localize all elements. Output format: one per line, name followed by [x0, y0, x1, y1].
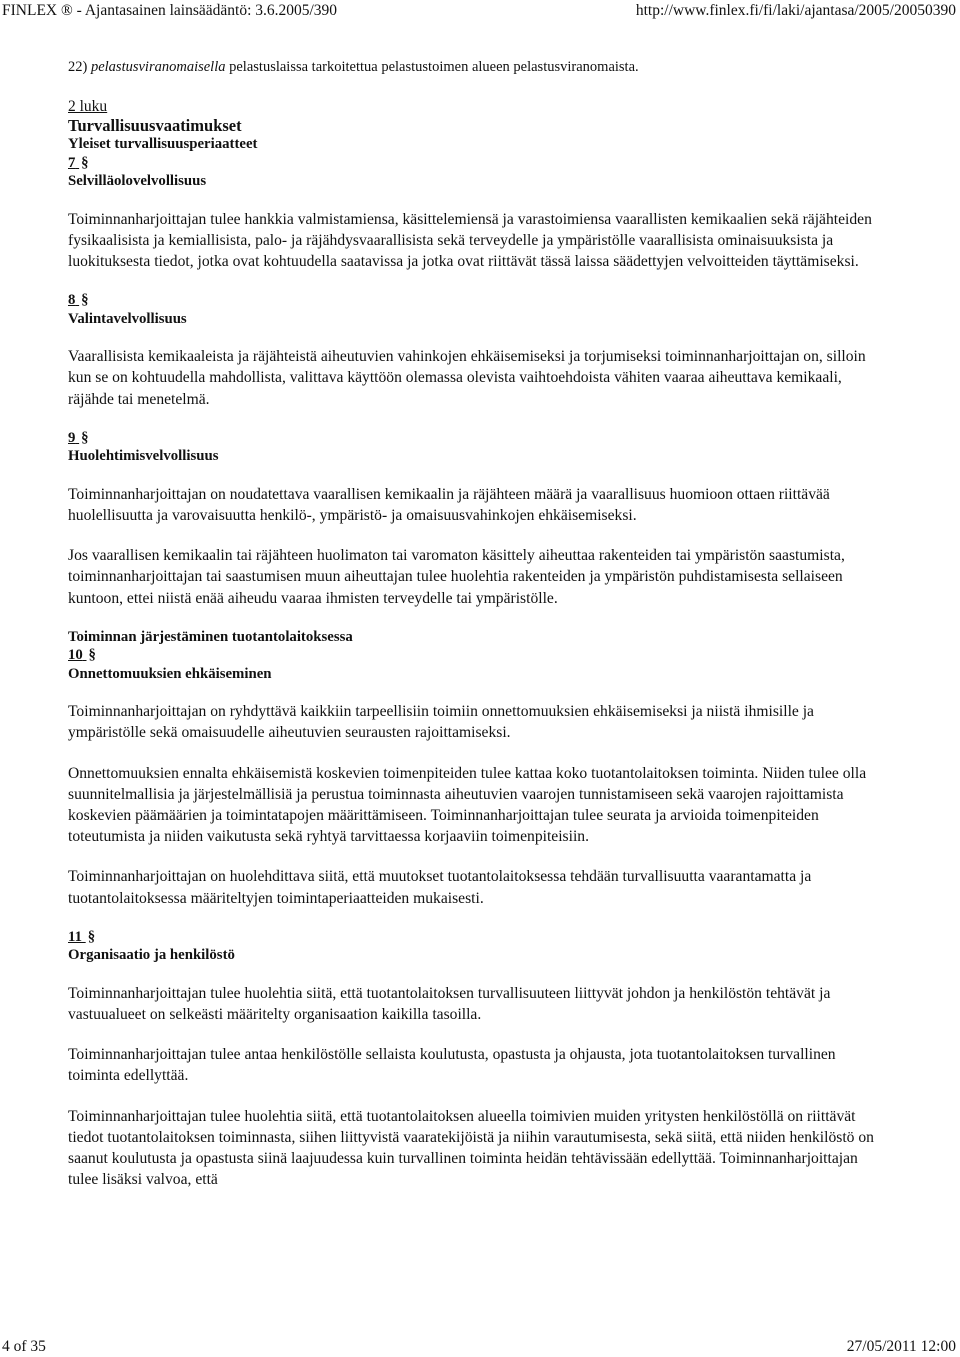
section-number: 8 — [68, 292, 76, 309]
document-body — [68, 58, 888, 1209]
print-footer — [0, 1336, 960, 1356]
section-9-heading — [68, 429, 888, 466]
header-url: http://www.finlex.fi/fi/laki/ajantasa/2005/20050390 — [635, 2, 956, 19]
section-11-paragraph-3: Toiminnanharjoittajan tulee huolehtia siitä, että tuotantolaitoksen alueella toimivien muiden yritysten henkilöstöllä on riittävät tiedot tuotantolaitoksen toiminnasta, siihen liittyvistä vaaratekijöistä ja niihin varautumisesta, sekä siitä, että niiden henkilöstö on saanut koulutusta ja opastusta siinä laajuudessa kuin turvallinen toiminta heidän tehtävissään edellyttää. Toiminnanharjoittajan tulee lisäksi valvoa, että — [68, 1107, 874, 1189]
section-11-title: Organisaatio ja henkilöstö — [68, 947, 235, 964]
section-8-title: Valintavelvollisuus — [68, 310, 187, 327]
section-sign: § — [81, 154, 89, 171]
section-8-link[interactable] — [68, 291, 888, 310]
section-8-paragraph-1: Vaarallisista kemikaaleista ja räjähteistä aiheutuvien vahinkojen ehkäisemiseksi ja torjumiseksi toiminnanharjoittajan on, silloin kun se on kohtuudella mahdollista, valittava käyttöön olemassa olevista vaihtoehdoista vähiten vaaraa aiheuttava kemikaali, räjähde tai menetelmä. — [68, 348, 866, 408]
item-number: 22) — [68, 59, 91, 75]
section-number: 11 — [68, 928, 82, 945]
section-11-paragraph-1: Toiminnanharjoittajan tulee huolehtia siitä, että tuotantolaitoksen turvallisuuteen liittyvät johdon ja henkilöstön tehtävät ja vastuualueet on selkeästi määritelty organisaation kaikilla tasoilla. — [68, 984, 831, 1024]
chapter-number-link[interactable]: 2 luku — [68, 98, 108, 115]
header-page-title: FINLEX ® - Ajantasainen lainsäädäntö: 3.6.2005/390 — [2, 2, 338, 19]
section-11-paragraph-2: Toiminnanharjoittajan tulee antaa henkilöstölle sellaista koulutusta, opastusta ja ohjausta, jota tuotantolaitoksen turvallinen toiminta edellyttää. — [68, 1046, 836, 1085]
section-10-title: Onnettomuuksien ehkäiseminen — [68, 665, 272, 682]
section-sign: § — [81, 429, 89, 446]
section-10-heading — [68, 646, 888, 683]
section-8-heading — [68, 291, 888, 328]
section-number: 7 — [68, 154, 76, 171]
definition-text: pelastuslaissa tarkoitettua pelastustoimen alueen pelastusviranomaista. — [225, 59, 639, 75]
section-9-paragraph-2: Jos vaarallisen kemikaalin tai räjähteen huolimaton tai varomaton käsittely aiheuttaa rakenteiden tai ympäristön saastumista, toiminnanharjoittajan tai saastumisen muun aiheuttajan tulee huolehtia rakenteiden ja ympäristön puhdistamisesta sellaiseen kuntoon, ettei niistä enää aiheudu vaaraa ihmisten terveydelle tai ympäristölle. — [68, 547, 845, 607]
definition-item-22 — [68, 58, 888, 76]
section-9-title: Huolehtimisvelvollisuus — [68, 448, 219, 465]
section-9-link[interactable] — [68, 429, 888, 448]
section-10-paragraph-3: Toiminnanharjoittajan on huolehdittava siitä, että muutokset tuotantolaitoksessa tehdään turvallisuutta vaarantamatta ja tuotantolaitoksessa määriteltyjen toimintaperiaatteiden mukaisesti. — [68, 868, 812, 907]
section-sign: § — [81, 292, 89, 309]
group-heading: Toiminnan järjestäminen tuotantolaitoksessa — [68, 628, 353, 645]
section-11-link[interactable] — [68, 928, 888, 947]
chapter-title: Turvallisuusvaatimukset — [68, 115, 242, 135]
section-number: 9 — [68, 429, 76, 446]
page-counter: 4 of 35 — [2, 1338, 46, 1355]
section-10-link[interactable] — [68, 646, 888, 665]
section-9-paragraph-1: Toiminnanharjoittajan on noudatettava vaarallisen kemikaalin ja räjähteen määrä ja vaarallisuus huomioon ottaen riittävää huolellisuutta ja varovaisuutta henkilö-, ympäristö- ja omaisuusvahinkojen ehkäisemiseksi. — [68, 485, 830, 524]
section-7-link[interactable] — [68, 154, 888, 173]
section-11-heading — [68, 928, 888, 965]
section-10-paragraph-2: Onnettomuuksien ennalta ehkäisemistä koskevien toimenpiteiden tulee kattaa koko tuotantolaitoksen toiminta. Niiden tulee olla suunnitelmallisia ja järjestelmällisiä ja perustua toiminnasta aiheutuvien vaarojen tunnistamiseen sekä vaarojen rajoittamista koskevien päämäärien ja toimintatapojen määrittämiseen. Toiminnanharjoittajan tulee seurata ja arvioida toimenpiteiden toteutumista ja niiden vaikutusta sekä ryhtyä tarvittaessa korjaaviin toimenpiteisiin. — [68, 764, 867, 846]
defined-term: pelastusviranomaisella — [90, 59, 226, 75]
section-sign: § — [87, 928, 96, 945]
section-number: 10 — [68, 647, 83, 664]
chapter-subtitle: Yleiset turvallisuusperiaatteet — [68, 136, 258, 152]
chapter-heading — [68, 98, 888, 154]
print-header — [0, 0, 960, 22]
section-7-title: Selvilläolovelvollisuus — [68, 173, 207, 189]
section-10-paragraph-1: Toiminnanharjoittajan on ryhdyttävä kaikkiin tarpeellisiin toimiin onnettomuuksien ehkäisemiseksi ja niistä ihmisille ja ympäristölle sekä omaisuudelle aiheutuvien seurausten rajoittamiseksi. — [68, 703, 814, 742]
section-7-paragraph-1: Toiminnanharjoittajan tulee hankkia valmistamiensa, käsittelemiensä ja varastoimiensa vaarallisten kemikaalien sekä räjähteiden fysikaalisista ja kemiallisista, palo- ja räjähdysvaarallisista sekä terveydelle ja ympäristölle vaarallisista ominaisuuksista ja luokituksesta tiedot, jotka ovat kohtuudella saatavissa ja jotka ovat riittävät tässä laissa säädettyjen velvoitteiden täyttämiseksi. — [68, 210, 872, 270]
print-timestamp: 27/05/2011 12:00 — [846, 1338, 956, 1355]
section-sign: § — [88, 647, 96, 664]
section-7-heading — [68, 154, 888, 191]
